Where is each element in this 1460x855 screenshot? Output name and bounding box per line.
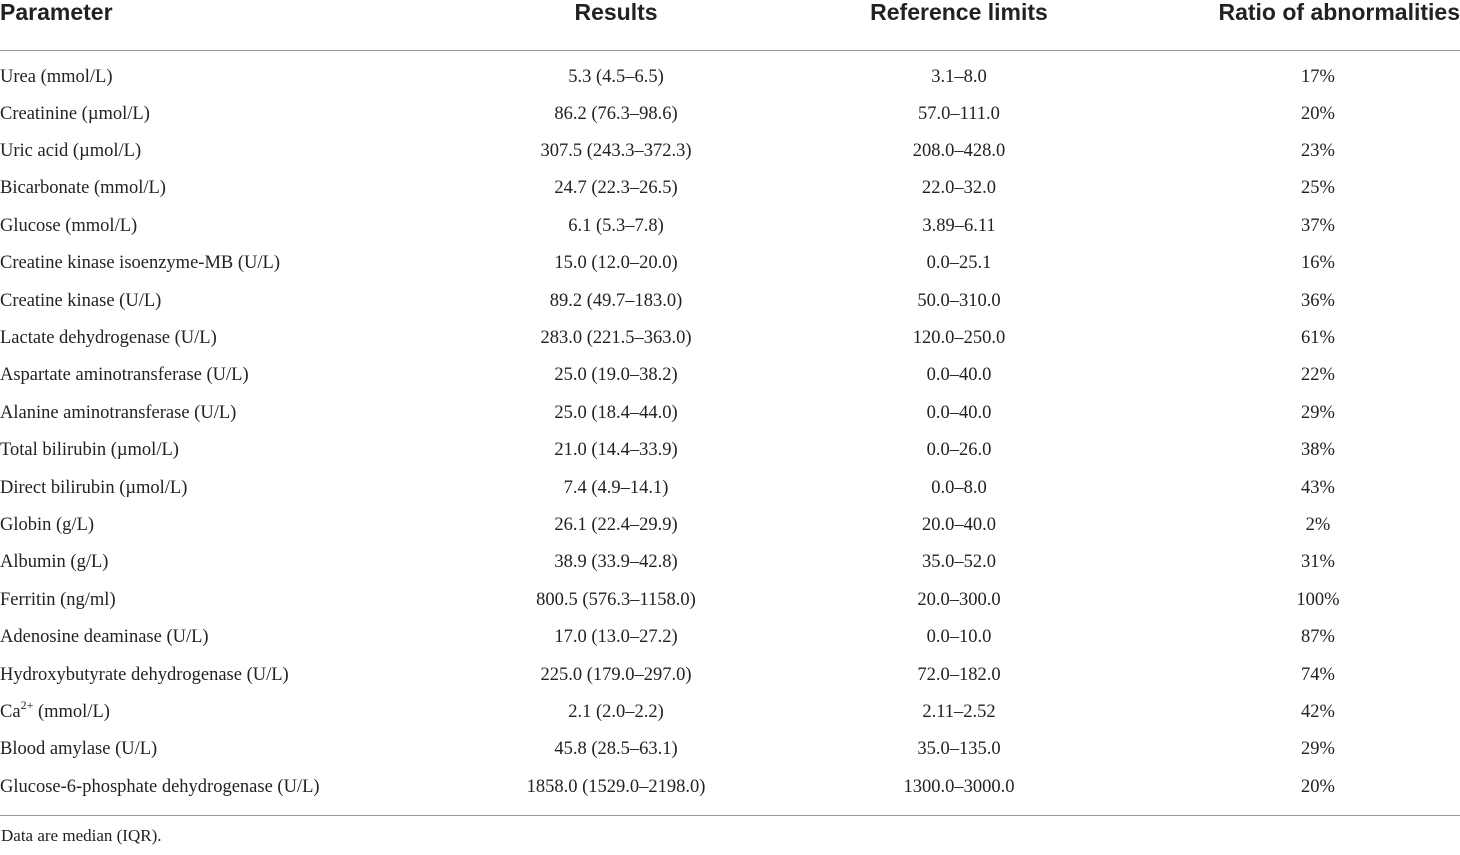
parameter-cell: Creatine kinase isoenzyme-MB (U/L) [0,253,280,274]
parameter-cell: Urea (mmol/L) [0,67,113,87]
reference-cell: 20.0–40.0 [922,514,996,535]
table-row [0,768,1460,816]
result-cell: 86.2 (76.3–98.6) [554,103,678,124]
result-cell: 1858.0 (1529.0–2198.0) [526,776,706,797]
table-row [0,432,1460,469]
result-cell: 89.2 (49.7–183.0) [549,290,683,311]
table-body [0,51,1460,816]
result-cell: 5.3 (4.5–6.5) [568,67,664,87]
ratio-cell: 17% [1301,67,1335,87]
ratio-cell: 22% [1301,365,1335,386]
ratio-cell: 20% [1301,776,1335,797]
result-cell: 26.1 (22.4–29.9) [554,514,678,535]
reference-cell: 35.0–135.0 [917,739,1001,760]
header-reference-limits: Reference limits [804,0,1114,51]
table-row [0,506,1460,543]
parameter-cell: Alanine aminotransferase (U/L) [0,402,237,423]
parameter-cell: Creatine kinase (U/L) [0,290,162,311]
table-row [0,581,1460,618]
result-cell: 21.0 (14.4–33.9) [554,440,678,461]
ratio-cell: 29% [1301,402,1335,423]
table-row [0,51,1460,96]
result-cell: 24.7 (22.3–26.5) [554,178,678,199]
table-row [0,319,1460,356]
ratio-cell: 37% [1301,215,1335,236]
table-footnote: Data are median (IQR). [0,816,1460,848]
result-cell: 283.0 (221.5–363.0) [540,328,692,349]
reference-cell: 0.0–25.1 [926,253,992,274]
ratio-cell: 31% [1301,552,1335,573]
reference-cell: 3.1–8.0 [931,67,987,87]
ratio-cell: 25% [1301,178,1335,199]
parameter-cell: Total bilirubin (µmol/L) [0,440,179,461]
table-footer [0,816,1460,848]
table-row [0,282,1460,319]
table-row [0,132,1460,169]
ratio-cell: 23% [1301,141,1335,162]
header-parameter: Parameter [0,0,428,51]
ratio-cell: 36% [1301,290,1335,311]
reference-cell: 0.0–40.0 [926,402,992,423]
result-cell: 25.0 (19.0–38.2) [554,365,678,386]
table-row [0,357,1460,394]
parameter-cell: Creatinine (µmol/L) [0,103,150,124]
parameter-cell: Glucose (mmol/L) [0,215,138,236]
result-cell: 15.0 (12.0–20.0) [554,253,678,274]
reference-cell: 35.0–52.0 [922,552,996,573]
parameter-cell: Direct bilirubin (µmol/L) [0,477,188,498]
reference-cell: 120.0–250.0 [912,328,1006,349]
ratio-cell: 38% [1301,440,1335,461]
reference-cell: 50.0–310.0 [917,290,1001,311]
result-cell: 7.4 (4.9–14.1) [563,477,669,498]
reference-cell: 72.0–182.0 [917,664,1001,685]
table-header [0,0,1460,51]
parameter-cell: Blood amylase (U/L) [0,739,158,760]
ratio-cell: 42% [1301,701,1335,722]
parameter-base: Ca [0,701,21,722]
footnote-row [0,816,1460,848]
reference-cell: 0.0–40.0 [926,365,992,386]
reference-cell: 0.0–26.0 [926,440,992,461]
table-row [0,656,1460,693]
reference-cell: 20.0–300.0 [917,589,1001,610]
parameter-cell: Hydroxybutyrate dehydrogenase (U/L) [0,664,289,685]
parameter-cell: Aspartate aminotransferase (U/L) [0,365,249,386]
result-cell: 307.5 (243.3–372.3) [540,141,692,162]
table-row [0,544,1460,581]
parameter-cell: Bicarbonate (mmol/L) [0,178,166,199]
reference-cell: 0.0–10.0 [926,627,992,648]
table-row [0,693,1460,730]
table-row [0,207,1460,244]
result-cell: 25.0 (18.4–44.0) [554,402,678,423]
parameter-cell: Globin (g/L) [0,514,95,535]
table-row [0,618,1460,655]
parameter-superscript: 2+ [20,697,34,712]
table-row [0,469,1460,506]
ratio-cell: 20% [1301,103,1335,124]
parameter-cell: Glucose-6-phosphate dehydrogenase (U/L) [0,776,320,797]
table-row [0,731,1460,768]
table-row [0,394,1460,431]
result-cell: 45.8 (28.5–63.1) [554,739,678,760]
header-row [0,0,1460,51]
parameter-cell: Ferritin (ng/ml) [0,589,116,610]
parameter-cell: Albumin (g/L) [0,552,109,573]
ratio-cell: 100% [1296,589,1340,610]
reference-cell: 208.0–428.0 [912,141,1006,162]
parameter-unit: (mmol/L) [33,701,110,722]
table-row [0,95,1460,132]
reference-cell: 22.0–32.0 [922,178,996,199]
parameter-cell: Uric acid (µmol/L) [0,141,142,162]
header-ratio-of-abnormalities: Ratio of abnormalities [1114,0,1460,51]
ratio-cell: 2% [1305,514,1331,535]
parameter-cell: Lactate dehydrogenase (U/L) [0,328,217,349]
ratio-cell: 16% [1301,253,1335,274]
parameter-cell: Adenosine deaminase (U/L) [0,627,209,648]
ratio-cell: 61% [1301,328,1335,349]
reference-cell: 3.89–6.11 [922,215,996,236]
reference-cell: 1300.0–3000.0 [903,776,1015,797]
header-results: Results [428,0,804,51]
reference-cell: 57.0–111.0 [918,103,1000,124]
ratio-cell: 43% [1301,477,1335,498]
reference-cell: 0.0–8.0 [931,477,987,498]
table-row [0,245,1460,282]
result-cell: 225.0 (179.0–297.0) [540,664,692,685]
parameter-cell [0,693,428,730]
ratio-cell: 29% [1301,739,1335,760]
ratio-cell: 87% [1301,627,1335,648]
result-cell: 38.9 (33.9–42.8) [554,552,678,573]
ratio-cell: 74% [1301,664,1335,685]
result-cell: 17.0 (13.0–27.2) [554,627,678,648]
result-cell: 800.5 (576.3–1158.0) [536,589,696,610]
result-cell: 6.1 (5.3–7.8) [568,215,664,236]
reference-cell: 2.11–2.52 [922,701,996,722]
result-cell: 2.1 (2.0–2.2) [568,701,664,722]
table-row [0,170,1460,207]
